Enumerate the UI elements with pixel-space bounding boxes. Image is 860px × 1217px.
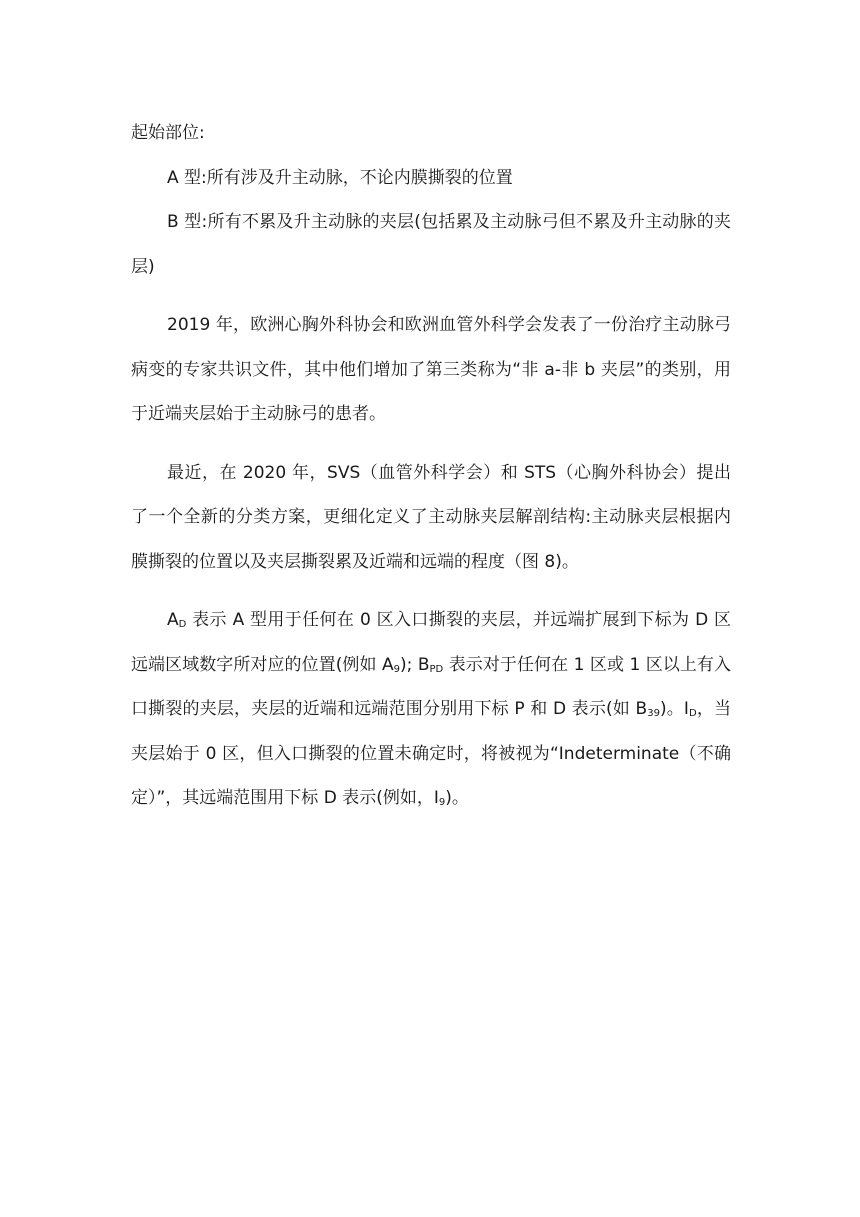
paragraph-2019-consensus: 2019 年，欧洲心胸外科协会和欧洲血管外科学会发表了一份治疗主动脉弓病变的专家共识文件，其中他们增加了第三类称为“非 a-非 b 夹层”的类别，用于近端夹层始于主动脉弓的患者。: [131, 315, 731, 424]
ad-subscript: D: [178, 619, 187, 630]
ad-description: 表示 A 型用于任何在 0 区入口撕裂的夹层，并远端扩展到下标为 D 区远端区域数字所对应的位置(例如 A: [131, 610, 731, 675]
paragraph-tail: )。: [445, 788, 469, 808]
ad-letter: A: [167, 610, 179, 630]
a9-subscript: 9: [393, 663, 401, 675]
paragraph-2020-svs-sts: 最近，在 2020 年，SVS（血管外科学会）和 STS（心胸外科协会）提出了一个全新的分类方案，更细化定义了主动脉夹层解剖结构:主动脉夹层根据内膜撕裂的位置以及夹层撕裂累及近端和远端的程度（图 8)。: [131, 462, 731, 572]
document-body: [131, 111, 731, 821]
bpd-description: 表示对于任何在 1 区或 1 区以上有入口撕裂的夹层，夹层的近端和远端范围分别用下标 P 和 D 表示(如 B: [131, 654, 731, 719]
id-lead: )。I: [659, 699, 689, 719]
id-subscript: D: [688, 708, 697, 719]
type-b-definition: B 型:所有不累及升主动脉的夹层(包括累及主动脉弓但不累及升主动脉的夹层): [131, 212, 731, 277]
type-a-definition: A 型:所有涉及升主动脉，不论内膜撕裂的位置: [167, 167, 513, 188]
b39-subscript: 39: [647, 708, 660, 719]
bpd-subscript: PD: [429, 663, 444, 675]
i9-subscript: 9: [438, 797, 446, 808]
bpd-lead: ); B: [400, 654, 430, 675]
classification-heading: 起始部位:: [131, 123, 205, 143]
id-description: ，当夹层始于 0 区，但入口撕裂的位置未确定时，将被视为“Indeterminate（不确定）”，其远端范围用下标 D 表示(例如，I: [131, 699, 732, 808]
paragraph-subscript-definitions: [131, 598, 731, 821]
